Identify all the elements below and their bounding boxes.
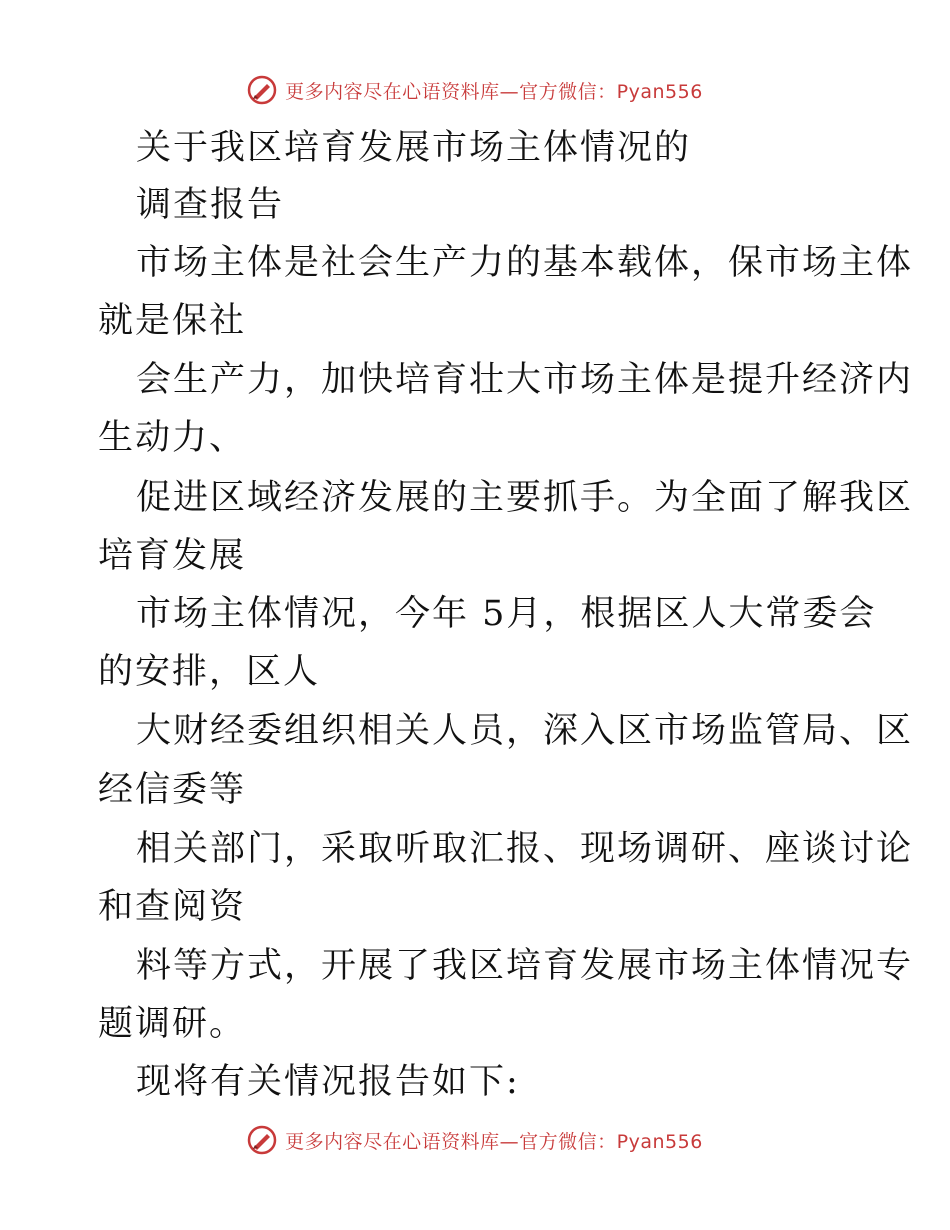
paragraph-line: 市场主体是社会生产力的基本载体，保市场主体 — [136, 243, 914, 283]
paragraph-line: 经信委等 — [98, 770, 247, 810]
pen-logo-icon — [247, 1125, 277, 1155]
paragraph-line: 相关部门，采取听取汇报、现场调研、座谈讨论 — [136, 829, 914, 869]
watermark-text: 更多内容尽在心语资料库—官方微信：Pyan556 — [285, 80, 703, 103]
header-watermark — [0, 70, 950, 110]
paragraph-line: 培育发展 — [98, 536, 247, 576]
paragraph-line: 促进区域经济发展的主要抓手。为全面了解我区 — [136, 478, 914, 518]
paragraph-line: 就是保社 — [98, 301, 247, 341]
paragraph-line: 料等方式，开展了我区培育发展市场主体情况专 — [136, 946, 914, 986]
paragraph-line: 现将有关情况报告如下: — [136, 1062, 520, 1102]
paragraph-line: 题调研。 — [98, 1004, 247, 1044]
footer-watermark — [0, 1120, 950, 1160]
paragraph-line: 的安排，区人 — [98, 652, 321, 692]
paragraph-line: 生动力、 — [98, 418, 247, 458]
doc-title-line-1: 关于我区培育发展市场主体情况的 — [136, 128, 692, 168]
watermark-text: 更多内容尽在心语资料库—官方微信：Pyan556 — [285, 1130, 703, 1153]
paragraph-line: 会生产力，加快培育壮大市场主体是提升经济内 — [136, 360, 914, 400]
paragraph-line: 大财经委组织相关人员，深入区市场监管局、区 — [136, 711, 914, 751]
pen-logo-icon — [247, 75, 277, 105]
paragraph-line: 和查阅资 — [98, 887, 247, 927]
paragraph-line: 市场主体情况，今年 5月，根据区人大常委会 — [136, 594, 877, 634]
doc-title-line-2: 调查报告 — [136, 185, 285, 225]
